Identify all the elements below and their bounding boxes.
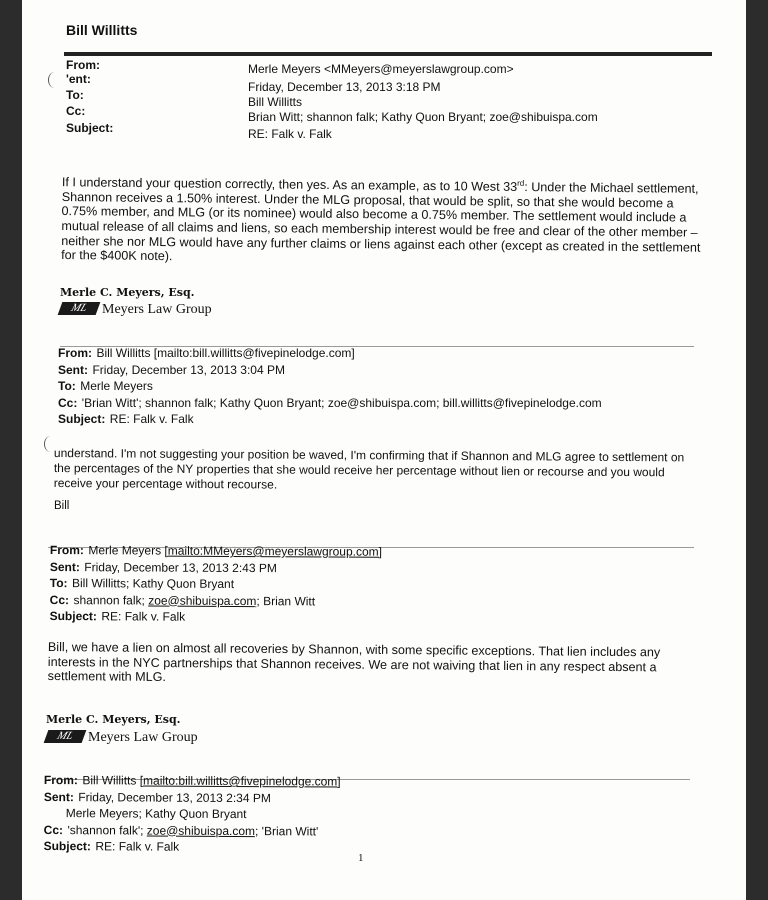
quoted1-body: understand. I'm not suggesting your position be waved, I'm confirming that if Shannon and MLG agree to settlement on the percentages of the NY properties that she would receive her percentage without lien or recourse and you would receive your percentage without recourse. <box>53 446 685 492</box>
header-divider <box>64 52 712 56</box>
document-owner-name: Bill Willitts <box>66 22 138 38</box>
quoted2-cc-link[interactable]: zoe@shibuispa.com <box>148 593 257 608</box>
quoted3-sent: Friday, December 13, 2013 2:34 PM <box>78 789 271 805</box>
quoted2-body: Bill, we have a lien on almost all recoveries by Shannon, with some specific exceptions. That lien includes any interests in the NYC partnerships that Shannon receives. We are not waiving that lien in any respect absent a settlement with MLG. <box>47 640 661 685</box>
header-sent-label: 'ent: <box>66 72 91 86</box>
quoted3-to: Merle Meyers; Kathy Quon Bryant <box>65 806 247 822</box>
header-from-value: Merle Meyers <MMeyers@meyerslawgroup.com> <box>248 62 514 76</box>
quoted-header-1: From: Bill Willitts [mailto:bill.willitts@fivepinelodge.com] Sent: Friday, December 13, 2013 3:04 PM To: Merle Meyers Cc: 'Brian Witt'; shannon falk; Kathy Quon Bryant; zoe@shibuispa.com; bill.willitts@fivepinelodge.com Subject: RE: Falk v. Falk <box>58 346 602 426</box>
quoted1-sign: Bill <box>54 500 70 512</box>
quoted3-cc-link[interactable]: zoe@shibuispa.com <box>146 823 256 838</box>
quoted2-sent: Friday, December 13, 2013 2:43 PM <box>84 559 277 575</box>
quoted3-subject: RE: Falk v. Falk <box>95 839 180 854</box>
page-number: 1 <box>358 852 364 864</box>
law-firm-logo-icon: ML <box>44 730 87 743</box>
quoted1-to: Merle Meyers <box>80 379 153 393</box>
header-subject-value: RE: Falk v. Falk <box>248 127 332 141</box>
header-to-label: To: <box>66 88 84 102</box>
header-cc-label: Cc: <box>66 104 86 118</box>
signature-name: Merle C. Meyers, Esq. <box>46 713 181 726</box>
quoted-header-2: From: Merle Meyers [mailto:MMeyers@meyerslawgroup.com] Sent: Friday, December 13, 2013 2:43 PM To: Bill Willitts; Kathy Quon Bryant Cc: shannon falk; zoe@shibuispa.com; Brian Witt Subject: RE: Falk v. Falk <box>49 543 383 624</box>
quoted1-from: Bill Willitts [mailto:bill.willitts@fivepinelodge.com] <box>96 346 355 360</box>
quoted2-to: Bill Willitts; Kathy Quon Bryant <box>71 576 235 591</box>
law-firm-logo-icon: ML <box>58 302 101 315</box>
quoted1-cc: 'Brian Witt'; shannon falk; Kathy Quon Bryant; zoe@shibuispa.com; bill.willitts@fivepinelodge.com <box>81 395 602 410</box>
quoted-header-3: From: Bill Willitts [mailto:bill.willitts@fivepinelodge.com] Sent: Friday, December 13, 2013 2:34 PM Merle Meyers; Kathy Quon Bryant Cc: 'shannon falk'; zoe@shibuispa.com; 'Brian Witt' Subject: RE: Falk v. Falk <box>43 773 341 854</box>
quoted2-subject: RE: Falk v. Falk <box>101 609 186 624</box>
signature-firm: Meyers Law Group <box>88 730 198 745</box>
signature-logo <box>60 300 212 318</box>
signature-name: Merle C. Meyers, Esq. <box>60 286 195 299</box>
document-page <box>22 0 746 900</box>
quoted2-from-link[interactable]: [mailto:MMeyers@meyerslawgroup.com] <box>164 543 383 559</box>
scan-artifact <box>48 72 61 88</box>
message-body: If I understand your question correctly, then yes. As an example, as to 10 West 33rd: Under the Michael settlement, Shannon receives a 1.50% interest. Under the MLG proposal, that would be split, so that she would become a 0.75% member, and MLG (or its nominee) would also become a 0.75% member. The settlement would include a mutual release of all claims and liens, so each membership interest would be free and clear of the other member – neither she nor MLG would have any further claims or liens against each other (except as created in the settlement for the $400K note). <box>61 175 701 264</box>
header-subject-label: Subject: <box>66 121 114 135</box>
quoted3-from-link[interactable]: [mailto:bill.willitts@fivepinelodge.com] <box>139 773 341 789</box>
header-to-value: Bill Willitts <box>248 95 302 109</box>
header-cc-value: Brian Witt; shannon falk; Kathy Quon Bryant; zoe@shibuispa.com <box>248 110 598 124</box>
signature-logo <box>46 728 198 746</box>
header-sent-value: Friday, December 13, 2013 3:18 PM <box>248 80 441 94</box>
quoted1-subject: RE: Falk v. Falk <box>109 412 194 426</box>
header-from-label: From: <box>66 58 100 72</box>
signature-firm: Meyers Law Group <box>102 302 212 317</box>
quoted1-sent: Friday, December 13, 2013 3:04 PM <box>92 362 285 377</box>
